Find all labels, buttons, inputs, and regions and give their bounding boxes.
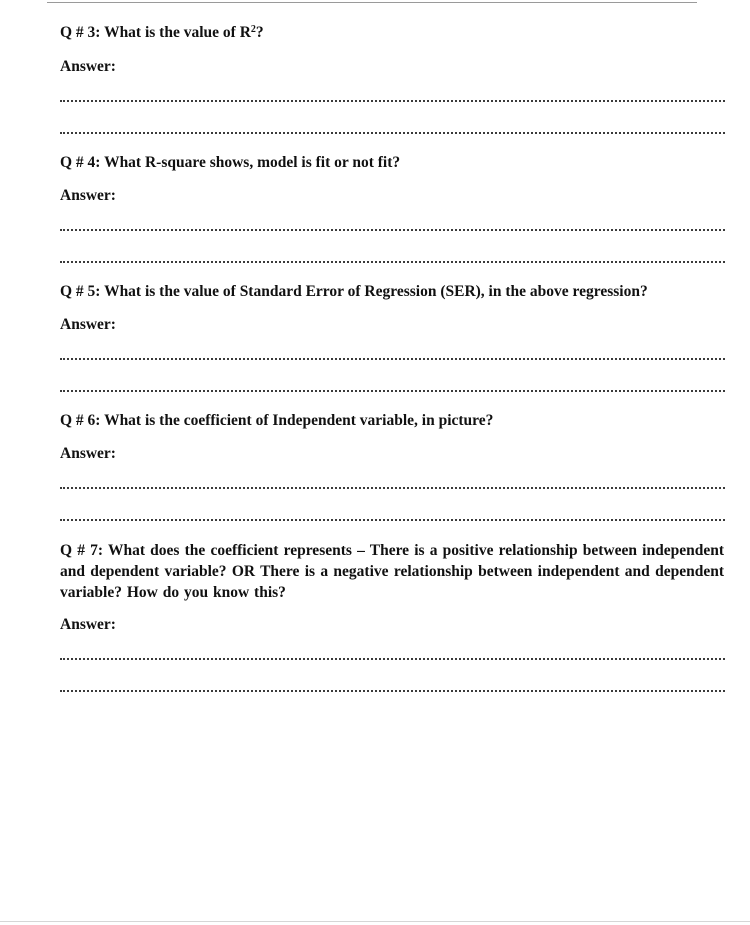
r-squared-superscript: 2 <box>250 24 256 35</box>
question-7: Q # 7: What does the coefficient represents – There is a positive relationship between independent and dependent variable? OR There is a negative relationship between independent and dependent variable? How do you know this? <box>60 542 724 601</box>
answer-line-4b[interactable] <box>60 261 725 263</box>
answer-line-5b[interactable] <box>60 390 725 392</box>
answer-line-3a[interactable] <box>60 100 725 102</box>
answer-label-5: Answer: <box>60 316 116 333</box>
answer-label-7: Answer: <box>60 616 116 633</box>
answer-line-3b[interactable] <box>60 132 725 134</box>
question-4: Q # 4: What R-square shows, model is fit or not fit? <box>60 154 401 171</box>
question-3 <box>60 22 724 43</box>
answer-line-7b[interactable] <box>60 690 725 692</box>
answer-label-4: Answer: <box>60 187 116 204</box>
top-divider <box>47 2 697 3</box>
answer-line-5a[interactable] <box>60 358 725 360</box>
question-3-text: Q # 3: What is the value of R <box>60 24 251 41</box>
question-6: Q # 6: What is the coefficient of Independent variable, in picture? <box>60 412 494 429</box>
answer-label-3: Answer: <box>60 58 116 75</box>
question-3-suffix: ? <box>255 24 264 41</box>
question-5: Q # 5: What is the value of Standard Error of Regression (SER), in the above regression? <box>60 283 648 300</box>
answer-line-6a[interactable] <box>60 487 725 489</box>
answer-line-4a[interactable] <box>60 229 725 231</box>
bottom-divider <box>0 921 750 922</box>
answer-line-6b[interactable] <box>60 519 725 521</box>
answer-label-6: Answer: <box>60 445 116 462</box>
answer-line-7a[interactable] <box>60 658 725 660</box>
